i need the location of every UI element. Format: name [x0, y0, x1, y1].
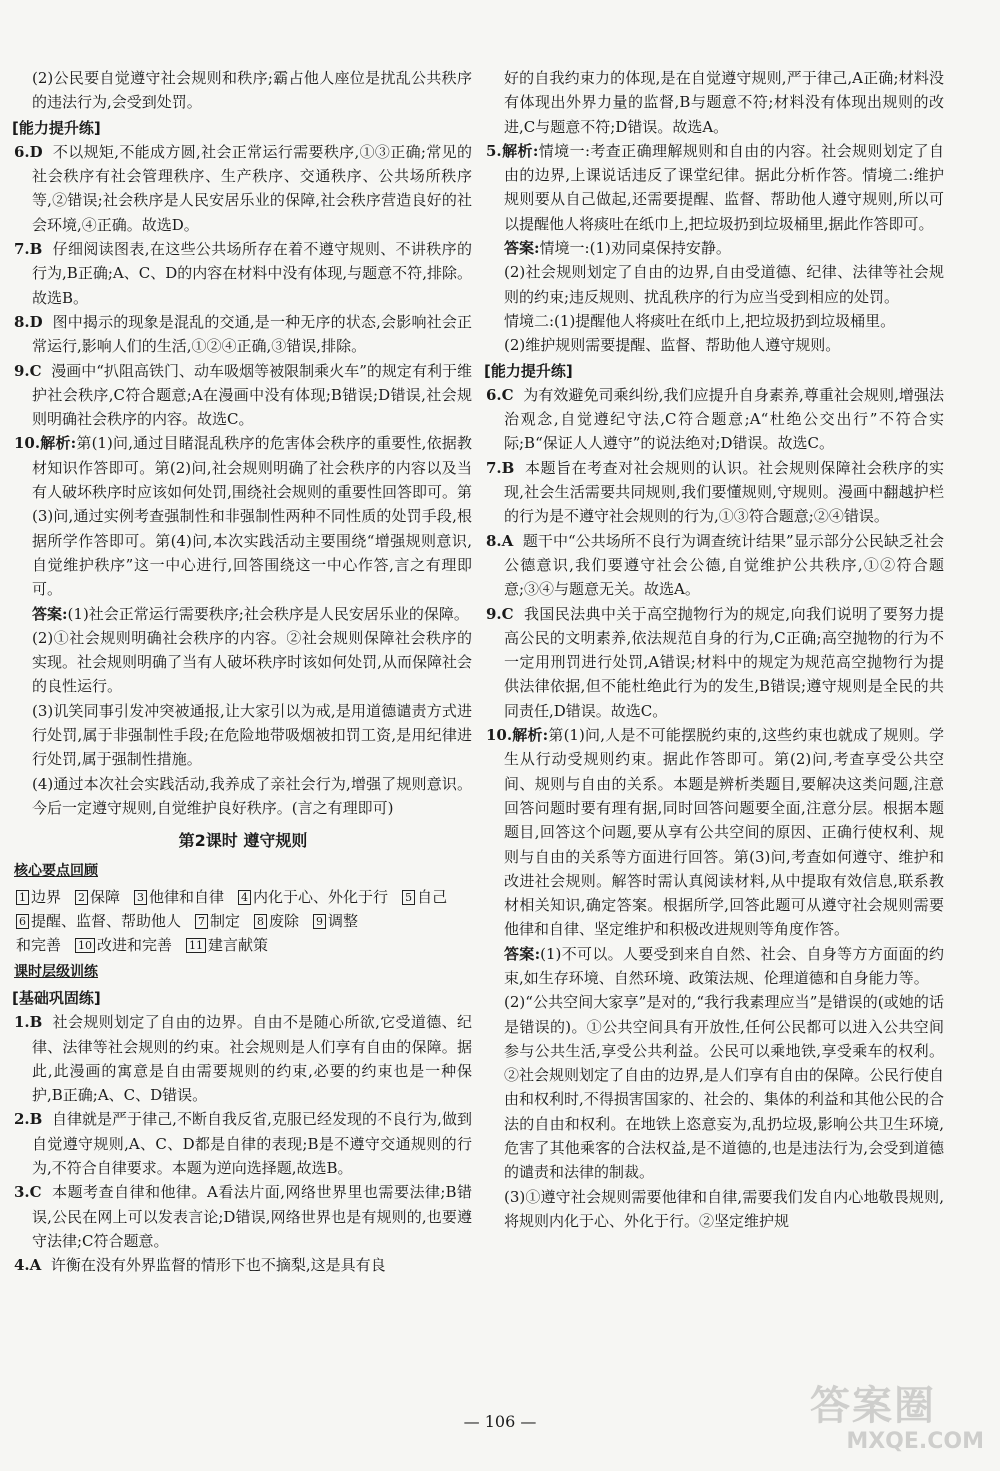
item-option: C	[501, 604, 514, 623]
item-text: 自律就是严于律己,不断自我反省,克服已经发现的不良行为,做到自觉遵守规则,A、C、D都是自律的表现;B是不遵守交通规则的行为,不符合自律要求。本题为逆向选择题,故选B。	[32, 1110, 472, 1178]
item-text: 第(1)问,通过目睹混乱秩序的危害体会秩序的重要性,依据教材知识作答即可。第(2)问,社会规则明确了社会秩序的内容以及当有人破坏秩序时应该如何处罚,围绕社会规则的重要性回答即可。第(3)问,通过实例考查强制性和非强制性两种不同性质的处罚手段,根据所学作答即可。第(4)问,本次实践活动主要围绕“增强规则意识,自觉维护秩序”这一中心进行,回答围绕这一中心作答,言之有理即可。	[32, 434, 472, 599]
key-point-text: 自己	[417, 887, 448, 906]
answer-text: (1)不可以。人要受到来自自然、社会、自身等方方面面的约束,如生存环境、自然环境、政策法规、伦理道德和自身能力等。	[504, 944, 944, 987]
key-point-text: 建言献策	[208, 936, 269, 955]
key-point-10	[75, 933, 172, 957]
key-point-4	[238, 885, 388, 909]
intro-paragraph: (2)公民要自觉遵守社会规则和秩序;霸占他人座位是扰乱公共秩序的违法行为,会受到处罚。	[32, 69, 472, 112]
answer-text: 情境一:(1)劝同桌保持安静。	[539, 239, 731, 258]
item-text: 本题考查自律和他律。A看法片面,网络世界里也需要法律;B错误,公民在网上可以发表言论;D错误,网络世界也是有规则的,也要遵守法律;C符合题意。	[32, 1183, 472, 1250]
item-number: 4.	[14, 1256, 30, 1275]
answer-item-r5	[486, 139, 944, 236]
answer-part-5-1	[486, 236, 944, 260]
item-number: 8.	[486, 531, 502, 550]
key-point-number: 9	[313, 914, 326, 929]
key-point-text: 调整	[328, 912, 359, 931]
item-number: 10.	[486, 726, 513, 745]
item-text: 我国民法典中关于高空抛物行为的规定,向我们说明了要努力提高公民的文明素养,依法规范自身的行为,C正确;高空抛物的行为不一定用刑罚进行处罚,A错误;材料中的规定为规范高空抛物行为提供法律依据,但不能杜绝此行为的发生,B错误;遵守规则是全民的共同责任,D错误。故选C。	[504, 604, 944, 720]
item-text: 题干中“公共场所不良行为调查统计结果”显示部分公民缺乏社会公德意识,我们要遵守社会公德,自觉维护公共秩序,①②符合题意;③④与题意无关。故选A。	[504, 531, 944, 599]
analysis-label: 解析:	[501, 141, 539, 160]
answer-part-10-2: (2)“公共空间大家享”是对的,“我行我素理应当”是错误的(或她的话是错误的)。①公共空间具有开放性,任何公民都可以进入公共空间参与公共生活,享受公共利益。公民可以乘地铁,享受乘车的权利。②社会规则划定了自由的边界,是人们享有自由的保障。公民行使自由和权利时,不得损害国家的、社会的、集体的利益和其他公民的合法的自由和权利。在地铁上恣意妄为,乱扔垃圾,影响公共卫生环境,危害了其他乘客的合法权益,是不道德的,也是违法行为,会受到道德的谴责和法律的制裁。	[504, 993, 944, 1182]
item-text: 第(1)问,人是不可能摆脱约束的,这些约束也就成了规则。学生从行动受规则约束。据此作答即可。第(2)问,考查享受公共空间、规则与自由的关系。本题是辨析类题目,要解决这类问题,注意回答问题时要有理有据,同时回答问题要全面,注意分层。根据本题题目,回答这个问题,要从享有公共空间的原因、正确行使权利、规则与自由的关系等方面进行回答。第(3)问,考查如何遵守、维护和改进社会规则。解答时需认真阅读材料,从中提取有效信息,联系教材相关知识,确定答案。根据所学,回答此题可从遵守社会规则需要他律和自律、坚定维护和积极改进规则等角度作答。	[504, 726, 944, 939]
key-point-text: 改进和完善	[97, 936, 173, 955]
answer-item-b2	[14, 1107, 472, 1180]
answer-text: (1)社会正常运行需要秩序;社会秩序是人民安居乐业的保障。	[67, 604, 469, 623]
analysis-label: 解析:	[40, 434, 77, 453]
item-option: A	[29, 1256, 42, 1275]
key-points-list	[14, 885, 472, 934]
item-option: B	[501, 458, 515, 477]
section-heading-ability: [能力提升练]	[12, 118, 101, 137]
answer-label: 答案:	[32, 604, 68, 623]
key-point-number: 11	[186, 938, 206, 953]
key-points-heading: 核心要点回顾	[14, 862, 98, 879]
right-column	[486, 66, 944, 1233]
answer-item-r6	[486, 383, 944, 456]
answer-part-5-2: (2)社会规则划定了自由的边界,自由受道德、纪律、法律等社会规则的约束;违反规则、扰乱秩序的行为应当受到相应的处罚。	[504, 263, 944, 306]
item-number: 7.	[14, 240, 30, 259]
item-number: 2.	[14, 1110, 30, 1129]
answer-item-10	[14, 431, 472, 601]
key-point-11	[186, 933, 268, 957]
answer-part-5-3: 情境二:(1)提醒他人将痰吐在纸巾上,把垃圾扔到垃圾桶里。	[504, 311, 896, 330]
answer-part-2: (2)①社会规则明确社会秩序的内容。②社会规则保障社会秩序的实现。社会规则明确了当有人破坏秩序时该如何处罚,从而保障社会的良性运行。	[32, 628, 472, 696]
answer-item-b1	[14, 1010, 472, 1107]
answer-item-r8	[486, 529, 944, 602]
answer-label: 答案:	[504, 239, 540, 258]
key-point-text: 制定	[210, 912, 241, 931]
continued-paragraph: 好的自我约束力的体现,是在自觉遵守规则,严于律己,A正确;材料没有体现出外界力量的监督,B与题意不符;材料没有体现出规则的改进,C与题意不符;D错误。故选A。	[504, 69, 944, 136]
key-point-8	[254, 909, 299, 933]
answer-item-b4	[14, 1253, 472, 1277]
answer-item-6	[14, 140, 472, 237]
item-text: 漫画中“扒阻高铁门、动车吸烟等被限制乘火车”的规定有利于维护社会秩序,C符合题意;A在漫画中没有体现;B错误;D错误,社会规则明确社会秩序的内容。故选C。	[32, 361, 472, 429]
answer-item-b3	[14, 1180, 472, 1253]
key-point-5	[402, 885, 447, 909]
key-point-7	[195, 909, 240, 933]
section-heading-ability-2: [能力提升练]	[484, 361, 573, 380]
watermark-text: 答案圈	[810, 1383, 936, 1429]
item-text: 不以规矩,不能成方圆,社会正常运行需要秩序,①③正确;常见的社会秩序有社会管理秩序、生产秩序、交通秩序、公共场所秩序等,②错误;社会秩序是人民安居乐业的保障,社会秩序营造良好的社会环境,④正确。故选D。	[32, 142, 472, 234]
item-text: 图中揭示的现象是混乱的交通,是一种无序的状态,会影响社会正常运行,影响人们的生活,①②④正确,③错误,排除。	[32, 312, 472, 356]
key-point-1	[16, 885, 61, 909]
key-point-number: 3	[134, 890, 147, 905]
key-point-number: 7	[195, 914, 208, 929]
key-point-continuation: 和完善	[16, 936, 62, 955]
section-heading-basic: [基础巩固练]	[12, 988, 101, 1007]
item-number: 6.	[486, 385, 502, 404]
key-point-number: 8	[254, 914, 267, 929]
key-point-9	[313, 909, 358, 933]
item-number: 9.	[486, 604, 502, 623]
item-text: 本题旨在考查对社会规则的认识。社会规则保障社会秩序的实现,社会生活需要共同规则,我们要懂规则,守规则。漫画中翻越护栏的行为是不遵守社会规则的行为,①③符合题意;②④错误。	[504, 458, 944, 526]
item-number: 6.	[14, 142, 30, 161]
answer-part-1	[14, 602, 472, 626]
item-text: 仔细阅读图表,在这些公共场所存在着不遵守规则、不讲秩序的行为,B正确;A、C、D的内容在材料中没有体现,与题意不符,排除。故选B。	[32, 240, 472, 307]
answer-label: 答案:	[504, 944, 541, 963]
item-text: 为有效避免司乘纠纷,我们应提升自身素养,尊重社会规则,增强法治观念,自觉遵纪守法,C符合题意;A“杜绝公交出行”不符合实际;B“保证人人遵守”的说法绝对;D错误。故选C。	[504, 385, 944, 453]
key-point-6	[16, 909, 181, 933]
answer-item-7	[14, 237, 472, 310]
key-point-text: 提醒、监督、帮助他人	[31, 912, 182, 931]
key-point-text: 废除	[269, 912, 300, 931]
answer-part-4: (4)通过本次社会实践活动,我养成了亲社会行为,增强了规则意识。今后一定遵守规则,自觉维护良好秩序。(言之有理即可)	[32, 774, 472, 817]
item-option: B	[29, 240, 43, 259]
answer-item-9	[14, 359, 472, 432]
answer-part-5-4: (2)维护规则需要提醒、监督、帮助他人遵守规则。	[504, 336, 841, 355]
item-text: 情境一:考查正确理解规则和自由的内容。社会规则划定了自由的边界,上课说话违反了课堂纪律。据此分析作答。情境二:维护规则要从自己做起,还需要提醒、监督、帮助他人遵守规则,所以可以提醒他人将痰吐在纸巾上,把垃圾扔到垃圾桶里,据此作答即可。	[504, 141, 944, 233]
key-points-list-continued	[14, 933, 472, 957]
answer-part-10-1	[486, 942, 944, 991]
page-number: — 106 —	[463, 1412, 537, 1431]
watermark-url: MXQE.COM	[846, 1429, 984, 1454]
item-number: 1.	[14, 1013, 30, 1032]
key-point-text: 他律和自律	[149, 887, 225, 906]
item-option: D	[29, 142, 43, 161]
item-option: C	[501, 385, 514, 404]
key-point-number: 2	[75, 890, 88, 905]
key-point-3	[134, 885, 224, 909]
training-heading: 课时层级训练	[14, 963, 98, 980]
answer-item-r7	[486, 456, 944, 529]
key-point-number: 4	[238, 890, 251, 905]
item-text: 社会规则划定了自由的边界。自由不是随心所欲,它受道德、纪律、法律等社会规则的约束。社会规则是人们享有自由的保障。据此,此漫画的寓意是自由需要规则的约束,必要的约束也是一种保护,B正确;A、C、D错误。	[32, 1013, 472, 1105]
analysis-label: 解析:	[512, 726, 549, 745]
answer-item-8	[14, 310, 472, 359]
item-option: C	[29, 1183, 42, 1202]
key-point-text: 内化于心、外化于行	[253, 887, 389, 906]
item-option: B	[29, 1110, 43, 1129]
item-number: 5.	[486, 141, 502, 160]
key-point-2	[75, 885, 120, 909]
watermark-logo	[810, 1383, 990, 1463]
item-option: B	[29, 1013, 43, 1032]
answer-item-r10	[486, 723, 944, 942]
key-point-number: 1	[16, 890, 29, 905]
answer-part-3: (3)讥笑同事引发冲突被通报,让大家引以为戒,是用道德谴责方式进行处罚,属于非强制性手段;在危险地带吸烟被扣罚工资,是用纪律进行处罚,属于强制性措施。	[32, 701, 472, 769]
answer-part-10-3: (3)①遵守社会规则需要他律和自律,需要我们发自内心地敬畏规则,将规则内化于心、外化于行。②坚定维护规	[504, 1187, 944, 1230]
key-point-number: 5	[402, 890, 415, 905]
key-point-text: 保障	[90, 887, 121, 906]
key-point-number: 10	[75, 938, 95, 953]
item-option: D	[29, 312, 43, 331]
item-number: 9.	[14, 361, 30, 380]
item-number: 3.	[14, 1183, 30, 1202]
item-option: A	[501, 531, 514, 550]
left-column	[14, 66, 472, 1278]
item-number: 8.	[14, 312, 30, 331]
item-number: 10.	[14, 434, 41, 453]
key-point-text: 边界	[31, 887, 62, 906]
item-text: 许衡在没有外界监督的情形下也不摘梨,这是具有良	[50, 1256, 386, 1275]
lesson-title: 第2课时 遵守规则	[178, 831, 308, 851]
item-option: C	[29, 361, 42, 380]
item-number: 7.	[486, 458, 502, 477]
answer-item-r9	[486, 602, 944, 723]
key-point-number: 6	[16, 914, 29, 929]
